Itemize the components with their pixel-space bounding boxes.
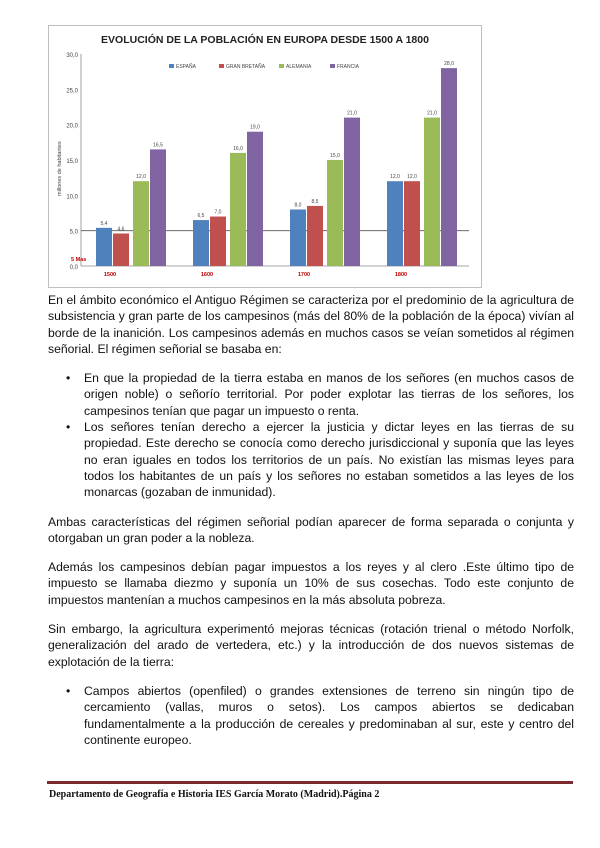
- x-tick-label: 1700: [297, 272, 311, 278]
- bullet-list: [48, 683, 574, 748]
- bar: [290, 209, 306, 266]
- footer-text: Departamento de Geografía e Historia IES García Morato (Madrid).Página: [49, 789, 372, 800]
- y-tick-label: 15,0: [66, 159, 78, 165]
- y-tick-label: 0,0: [69, 265, 78, 271]
- bar-data-label: 4,6: [117, 226, 125, 233]
- bullet-list: [48, 370, 574, 500]
- bar-data-label: 19,0: [250, 124, 260, 131]
- legend-swatch: [330, 64, 335, 68]
- reference-label: 5 Mas: [71, 257, 87, 263]
- bullet-item: • Los señores tenían derecho a ejercer la justicia y dictar leyes en las tierras de su propiedad. Este derecho se conocía como derecho jurisdiccional y suponía que las leyes no eran iguales en todos los territorios de un país. No existían las mismas leyes para todos los habitantes de un país y los señores no estaban sometidos a las leyes de los monarcas (gozaban de inmunidad).: [84, 419, 574, 500]
- bar: [441, 68, 457, 266]
- legend-label: FRANCIA: [337, 64, 359, 70]
- legend-swatch: [279, 64, 284, 68]
- bar-data-label: 8,0: [294, 202, 302, 209]
- bar: [404, 181, 420, 266]
- legend-swatch: [169, 64, 174, 68]
- bar: [210, 217, 226, 266]
- paragraph: En el ámbito económico el Antiguo Régimen se caracteriza por el predominio de la agricultura de subsistencia y gran parte de los campesinos (más del 80% de la población de la época) vivían al borde de la inanición. Los campesinos además en muchos casos se veían sometidos al régimen señorial. El régimen señorial se basaba en:: [48, 293, 574, 356]
- bar-data-label: 7,0: [214, 209, 222, 216]
- y-tick-label: 5,0: [69, 229, 78, 236]
- bar: [327, 160, 343, 266]
- x-tick-label: 1500: [103, 272, 117, 278]
- bullet-item: • En que la propiedad de la tierra estaba en manos de los señores (en muchos casos de origen noble) o señorío territorial. Por poder explotar las tierras de los señores, los campesinos tenían que pagar un impuesto o renta.: [84, 370, 574, 419]
- legend-swatch: [219, 64, 224, 68]
- page-number: 2: [374, 789, 380, 800]
- legend-label: ALEMANIA: [286, 64, 312, 70]
- paragraph: Sin embargo, la agricultura experimentó mejoras técnicas (rotación trienal o método Norfolk, generalización del arado de vertedera, etc.) y la introducción de dos nuevos sistemas de explotación de la tierra:: [48, 622, 574, 669]
- page-footer: [49, 789, 379, 800]
- bar-data-label: 16,0: [233, 145, 243, 152]
- y-axis-label: millones de habitantes: [57, 141, 63, 196]
- bar: [113, 233, 129, 266]
- bar-data-label: 28,0: [444, 61, 454, 68]
- bar: [344, 118, 360, 266]
- bar: [96, 228, 112, 266]
- y-tick-label: 20,0: [66, 123, 78, 130]
- paragraph: Además los campesinos debían pagar impuestos a los reyes y al clero .Este último tipo de impuesto se llamaba diezmo y suponía un 10% de sus cosechas. Todo este conjunto de impuestos mantenían a muchos campesinos en la más absoluta pobreza.: [48, 560, 574, 607]
- y-tick-label: 30,0: [66, 53, 78, 59]
- population-chart: [48, 25, 482, 288]
- x-tick-label: 1800: [394, 272, 408, 278]
- bar-data-label: 6,5: [197, 213, 205, 220]
- footer-divider: [47, 781, 573, 784]
- bar: [133, 181, 149, 266]
- bar: [230, 153, 246, 266]
- bar-data-label: 16,5: [153, 142, 163, 149]
- bar-data-label: 21,0: [347, 110, 357, 117]
- y-tick-label: 10,0: [66, 194, 78, 201]
- bar: [247, 132, 263, 266]
- bar: [424, 118, 440, 266]
- bar-data-label: 12,0: [136, 174, 146, 181]
- legend-label: GRAN BRETAÑA: [226, 64, 266, 70]
- chart-svg: [49, 26, 481, 287]
- bar: [307, 206, 323, 266]
- bar-data-label: 8,5: [311, 198, 319, 205]
- document-body: [48, 292, 574, 761]
- x-tick-label: 1600: [200, 272, 214, 278]
- y-tick-label: 25,0: [66, 88, 78, 95]
- bar: [387, 181, 403, 266]
- bar-data-label: 15,0: [330, 153, 340, 159]
- paragraph: Ambas características del régimen señorial podían aparecer de forma separada o conjunta y otorgaban un gran poder a la nobleza.: [48, 514, 574, 545]
- bar-data-label: 21,0: [427, 110, 437, 117]
- bar-data-label: 12,0: [407, 174, 417, 181]
- bar: [150, 149, 166, 266]
- bar: [193, 220, 209, 266]
- bar-data-label: 5,4: [100, 220, 108, 227]
- bar-data-label: 12,0: [390, 174, 400, 181]
- chart-title: EVOLUCIÓN DE LA POBLACIÓN EN EUROPA DESDE 1500 A 1800: [101, 34, 429, 46]
- legend-label: ESPAÑA: [176, 64, 196, 70]
- bullet-item: • Campos abiertos (openfiled) o grandes extensiones de terreno sin ningún tipo de cercamiento (vallas, muros o setos). Los campos abiertos se dedicaban fundamentalmente a la producción de cereales y predominaban al sur, este y centro del continente europeo.: [84, 683, 574, 748]
